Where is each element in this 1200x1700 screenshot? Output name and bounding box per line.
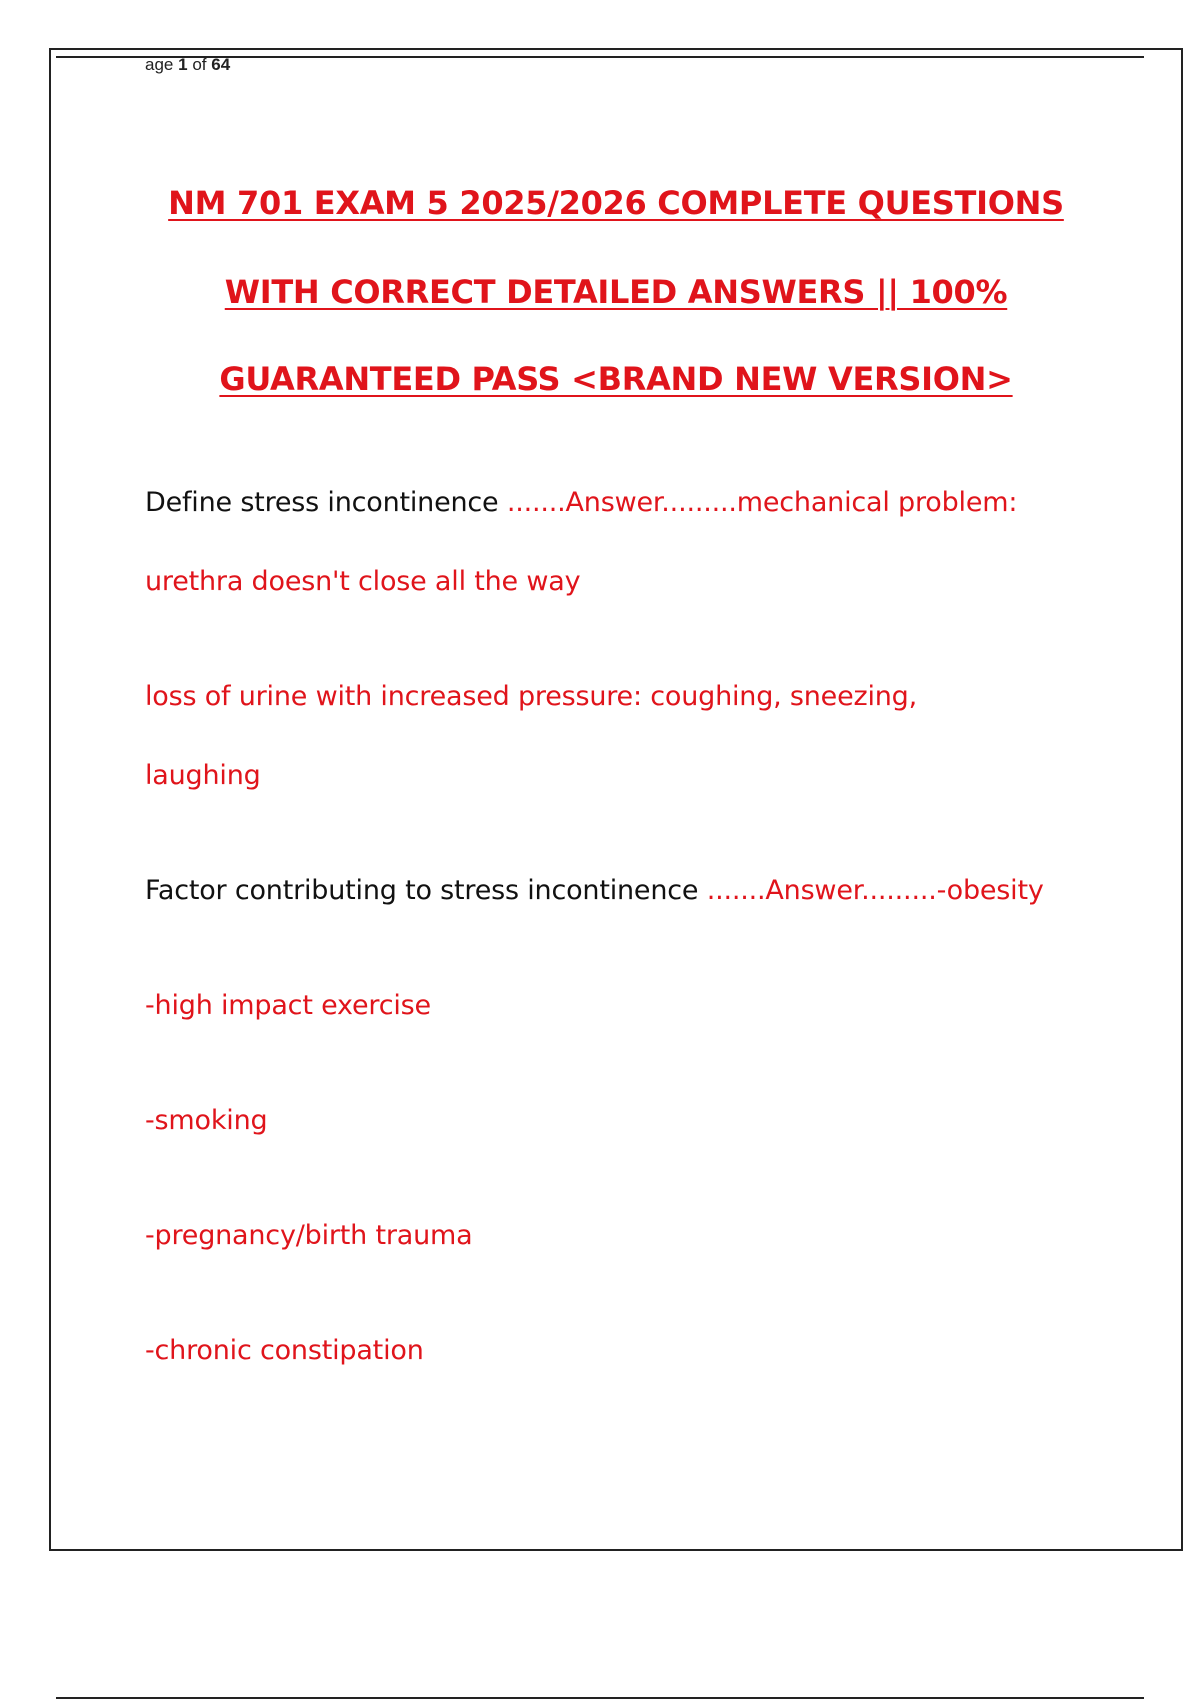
answer-1-line-1: .......Answer.........mechanical problem: bbox=[506, 487, 1018, 518]
answer-1-line-2: urethra doesn't close all the way bbox=[145, 566, 581, 597]
answer-2-line-3: -smoking bbox=[145, 1105, 268, 1136]
bottom-rule bbox=[56, 1697, 1144, 1699]
question-1-text: Define stress incontinence bbox=[145, 487, 507, 518]
page-prefix: age bbox=[145, 55, 174, 74]
page-current: 1 bbox=[178, 55, 188, 74]
answer-1-line-3: loss of urine with increased pressure: coughing, sneezing, bbox=[145, 681, 918, 712]
question-2-text: Factor contributing to stress incontinence bbox=[145, 875, 707, 906]
question-1-line bbox=[145, 485, 1017, 521]
answer-2-line-2: -high impact exercise bbox=[145, 990, 431, 1021]
page-of: of bbox=[192, 55, 207, 74]
question-2-line bbox=[145, 873, 1044, 909]
page-total: 64 bbox=[211, 55, 231, 74]
answer-2-line-1: .......Answer.........-obesity bbox=[706, 875, 1044, 906]
document-title-line-3: GUARANTEED PASS <BRAND NEW VERSION> bbox=[219, 360, 1013, 398]
page-counter bbox=[145, 54, 230, 76]
answer-2-line-5: -chronic constipation bbox=[145, 1335, 424, 1366]
answer-2-line-4: -pregnancy/birth trauma bbox=[145, 1220, 473, 1251]
document-title-line-1: NM 701 EXAM 5 2025/2026 COMPLETE QUESTIONS bbox=[168, 184, 1064, 222]
answer-1-line-4: laughing bbox=[145, 760, 261, 791]
document-title-line-2: WITH CORRECT DETAILED ANSWERS || 100% bbox=[224, 273, 1008, 311]
